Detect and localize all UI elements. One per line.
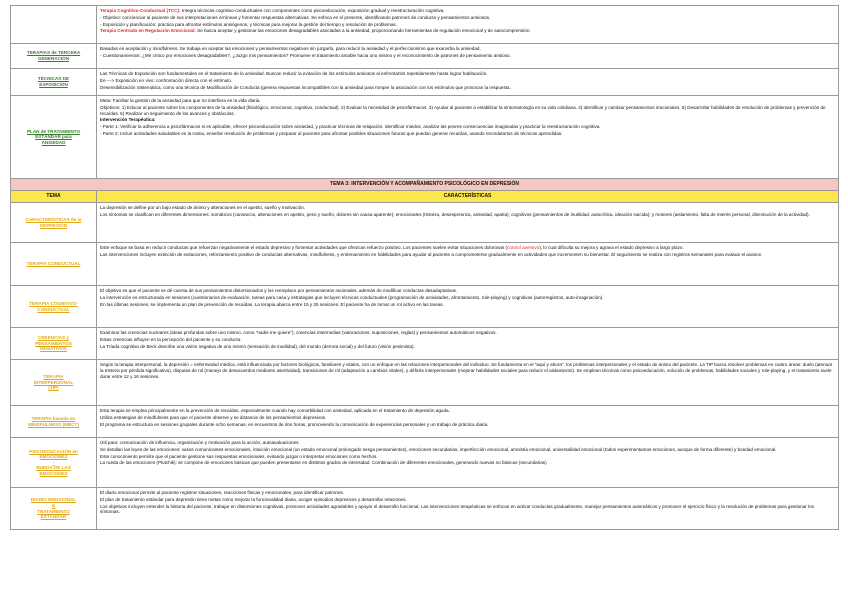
row-title-cell bbox=[11, 328, 97, 360]
section-title: TEMA 3: INTERVENCIÓN Y ACOMPAÑAMIENTO PSICOLÓGICO EN DEPRESIÓN bbox=[11, 179, 839, 191]
row-title-cell bbox=[11, 69, 97, 96]
row-title-cell bbox=[11, 488, 97, 530]
table-row bbox=[11, 360, 839, 406]
row-title-cell bbox=[11, 243, 97, 286]
topic-plan-ansiedad: PLAN de TRATAMIENTO ESTÁNDAR para ANSIEDAD bbox=[26, 128, 81, 145]
row-content-cell: Examinar las creencias nucleares (ideas profundas sobre uno mismo, como "nadie me quiere"), creencias intermedias (valoraciones, suposiciones, reglas) y pensamientos automáticos negativos. Estas creencias influyen en la percepción del paciente y su conducta. La Tríada cognitiva de Beck describe una visión negativa de uno mismo (sensación de inutilidad), del mundo (derrota social) y del futuro (visión pesimista). bbox=[97, 328, 839, 360]
topic-terapia-interpersonal: TERAPIA INTERPERSONAL (TIP) bbox=[33, 374, 74, 391]
table-row bbox=[11, 406, 839, 438]
column-header-caracteristicas: CARACTERÍSTICAS bbox=[97, 191, 839, 203]
topic-diario-emocional: DIARIO EMOCIONAL & TRATAMIENTO ESTÁNDAR bbox=[30, 497, 77, 520]
topic-psicoeducacion: PSICOEDUCACIÓN en EMOCIONES - RUEDA DE LAS EMOCIONES bbox=[29, 448, 78, 476]
topic-tecnicas-exposicion: TÉCNICAS DE EXPOSICIÓN bbox=[37, 76, 70, 87]
table-row bbox=[11, 286, 839, 328]
row-title-cell bbox=[11, 286, 97, 328]
row-content-cell: El diario emocional permite al paciente registrar situaciones, reacciones físicas y emocionales, para identificar patrones. El plan de tratamiento estándar para depresión tiene metas como mejorar la funcionalidad diaria, acoger episodios depresivos y desarrollar relaciones. Los objetivos incluyen entender la historia del paciente, trabajar en distorsiones cognitivas, promover actividades agradables y apoyar el desarrollo funcional. Las intervenciones terapéuticas se enfocan en activar conductas gradualmente, manejar pensamientos automáticos y promover el ejercicio físico y la resolución de problemas para gestionar los síntomas. bbox=[97, 488, 839, 530]
column-header-tema: TEMA bbox=[11, 191, 97, 203]
topic-mindfulness: TERAPIA basada en MINDFULNESS (MBCT) bbox=[28, 415, 79, 427]
row-title-cell bbox=[11, 438, 97, 488]
row-content-cell: Meta: Facilitar la gestión de la ansiedad para que no interfiera en la vida diaria. Objetivos: 1) Educar al paciente sobre los componentes de la ansiedad (fisiológico, emocional, cognitivo, conductual). 2) Evaluar la necesidad de psicofármacos. 3) Ayudar al paciente a estabilizar la sintomatología en su vida cotidiana. 4) Identificar y cambiar pensamientos irracionales. 5) Desarrollar habilidades de resolución de problemas y prevención de recaídas. 6) Realizar un seguimiento de los avances y obstáculos. Intervención Terapéutica: - Parte 1: Verificar la adherencia a psicofármacos si es aplicable, ofrecer psicoeducación sobre ansiedad, y practicar técnicas de relajación. Identificar miedos, analizar las peores consecuencias imaginadas y practicar la reestructuración cognitiva. - Parte 2: Incluir actividades saludables en la rutina, enseñar resolución de problemas y preparar al paciente para afrontar posibles situaciones futuras que puedan generar recaídas, usando recordatorios de técnicas aprendidas. bbox=[97, 96, 839, 179]
table-row bbox=[11, 243, 839, 286]
table-row bbox=[11, 6, 839, 44]
row-title-cell bbox=[11, 96, 97, 179]
row-title-cell bbox=[11, 406, 97, 438]
study-table bbox=[10, 5, 839, 530]
row-content-cell: Útil para: comunicación de influencia, organización y motivación para la acción, autoavaluaciones. Se detallan las leyes de las emociones: vasos comunicantes emocionales, intuición emocional (un estado emocional prolongado sesga pensamientos), emociones secundarias, imperfección emocional, amnistía emocional, universalidad emocional (todos experimentamos emociones, aunque de forma diferente) y bondad emocional. Este conocimiento permite que el paciente gestione sus respuestas emocionales, evitando juzgar o interpretar emociones como hechos. La rueda de las emociones (Plutchik): se compone de emociones básicas que pueden presentarse en distintos grados de intensidad. Combinación de diferentes emocionales, generando nuevas no básicas (secundarias) bbox=[97, 438, 839, 488]
topic-creencias: CREENCIAS y PENSAMIENTOS NEGATIVOS bbox=[35, 335, 72, 352]
row-title-cell bbox=[11, 203, 97, 243]
topic-caracteristicas-depresion: CARACTERÍSTICAS de la DEPRESIÓN bbox=[25, 216, 82, 228]
row-title-cell bbox=[11, 360, 97, 406]
column-header-row bbox=[11, 191, 839, 203]
topic-terceras-generacion: TERAPIAS de TERCERA GENERACIÓN bbox=[26, 50, 81, 61]
table-row bbox=[11, 488, 839, 530]
table-row bbox=[11, 328, 839, 360]
row-content-cell: Terapia Cognitivo-Conductual (TCC): Integra técnicas cognitivo-conductuales con componentes como psicoeducación, exposición gradual y reestructuración cognitiva. - Objetivo: concienciar al paciente de sus interpretaciones erróneas y fomentar respuestas alternativas. Se enfoca en el presente, identificando patrones de conducta y pensamientos ansiosos. - Exposición y planificación: práctica para afrontar estímulos ansiógenos, y técnicas para mejorar la gestión del tiempo y resolución de problemas. Terapia Centrada en Regulación Emocional: Se busca aceptar y gestionar las emociones desagradables asociadas a la ansiedad, proporcionando herramientas de regulación emocional y de autocomprensión. bbox=[97, 6, 839, 44]
table-row bbox=[11, 69, 839, 96]
table-row bbox=[11, 44, 839, 69]
row-content-cell: El objetivo es que el paciente se dé cuenta de sus pensamientos distorsionados y los reemplace por pensamientos racionales, además de modificar conductas desadaptativas. La intervención es estructurada en sesiones (cuestionarios de evaluación, tareas para casa y estrategias que incluyen técnicas conductuales (programación de actividades, afrontamiento, role-playing) y cognitivas (autorregistros, auto-imaginación). En las últimas sesiones, se implementa un plan de prevención de recaídas. La terapia abarca entre 15 y 25 sesiones. El paciente ha de tomar un rol activo en las tareas. bbox=[97, 286, 839, 328]
table-row bbox=[11, 203, 839, 243]
topic-terapia-cognitivo-conductual: TERAPIA COGNITIVO- CONDUCTUAL bbox=[29, 300, 78, 312]
row-title-cell bbox=[11, 6, 97, 44]
section-header-row bbox=[11, 179, 839, 191]
row-content-cell: Basadas en aceptación y mindfulness. Se trabaja en aceptar las emociones y pensamientos negativos sin juzgarlo, para reducir la ansiedad y el perfeccionismo que exacerba la ansiedad. - Cuestionamientos: ¿Me critico por emociones desagradables?, ¿Juzgo mis pensamientos? Promueve el tratamiento amable hacia uno mismo y el reconocimiento de patrones de pensamiento ansioso. bbox=[97, 44, 839, 69]
row-content-cell: Este enfoque se basa en reducir conductas que refuerzan negativamente el estado depresivo y fomentar actividades que ofrezcan refuerzo positivo. Los pacientes suelen evitar situaciones dolorosas (control aversivo), lo cual dificulta su mejora y agrava el estado depresivo a largo plazo. Las intervenciones incluyen extinción de evitaciones, reforzamiento positivo de conductas alternativas, mindfulness, y entrenamiento en habilidades para ayudar al paciente a comprometerse gradualmente en actividades que incrementen su bienestar. El seguimiento se realiza con registros semanales para evaluar el avance. bbox=[97, 243, 839, 286]
row-content-cell: Esta terapia se emplea principalmente en la prevención de recaídas, especialmente cuando hay comorbilidad con ansiedad, aplicada en el tratamiento de depresión aguda. Utiliza estrategias de mindfulness para que el paciente observe y se distancie de los pensamientos depresivos. El programa se estructura en sesiones grupales durante ocho semanas, en encuentros de dos horas, promoviendo la comunicación de experiencias personales y un trabajo de práctica diaria. bbox=[97, 406, 839, 438]
row-title-cell bbox=[11, 44, 97, 69]
table-row bbox=[11, 438, 839, 488]
topic-terapia-conductual: TERAPIA CONDUCTUAL bbox=[26, 261, 81, 267]
row-content-cell: Según la terapia interpersonal, la depresión = enfermedad médica, está influenciada por factores biológicos, familiares y vitales, con un enfoque en las relaciones interpersonales del individuo. Se fundamenta en el "aquí y ahora", los problemas interpersonales y el estado de ánimo del paciente. La TIP busca resolver problemas en cuatro áreas: duelo (atenuar la tristeza por pérdida significativa), disputas de rol (manejo de desacuerdos mediante asertividad), transiciones de rol (adaptación a cambios vitales), y déficits interpersonales (mejorar habilidades sociales para reducir el aislamiento). Se emplean técnicas como psicoeducación, solución de problemas, habilidades sociales y role-playing, y el tratamiento suele durar entre 12 y 16 sesiones. bbox=[97, 360, 839, 406]
row-content-cell: La depresión se define por un bajo estado de ánimo y alteraciones en el apetito, sueño y motivación. Los síntomas se clasifican en diferentes dimensiones: somáticos (cansancio, alteraciones en apetito, peso y sueño, dolores sin causa aparente); emocionales (tristeza, desesperanza, ansiedad, apatía); cognitivos (pensamientos de inutilidad, autocrítica, ideación suicida); y motores (aislamiento, falta de interés personal, disminución de la actividad). bbox=[97, 203, 839, 243]
table-row bbox=[11, 96, 839, 179]
row-content-cell: Las Técnicas de Exposición son fundamentales en el tratamiento de la ansiedad. Buscan reducir la evitación de los estímulos ansiosos al enfrentarlos repetidamente hasta lograr habituación. Ee ---> Exposición en vivo: confrontación directa con el estímulo. Desensibilización Sistemática, como una técnica de Modificación de Conducta (genera respuestas incompatibles con la ansiedad para romper la asociación con los estímulos que provocan la respuesta. bbox=[97, 69, 839, 96]
